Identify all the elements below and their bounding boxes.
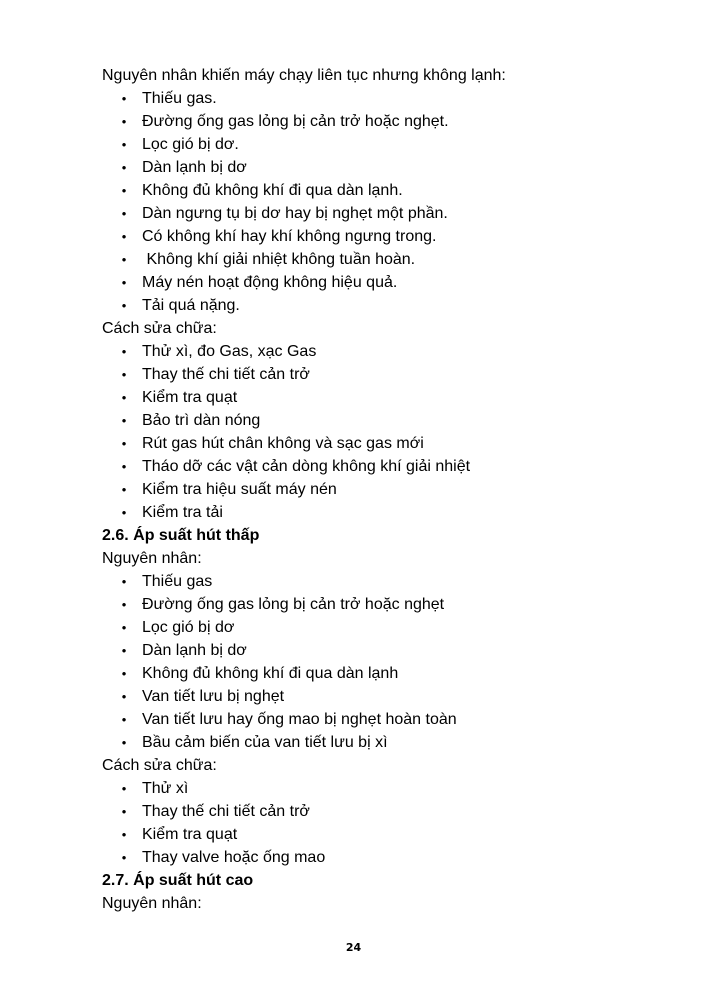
list-item-text: Kiểm tra quạt bbox=[142, 826, 238, 843]
bullet-icon: • bbox=[121, 505, 127, 520]
list-item-text: Lọc gió bị dơ. bbox=[142, 136, 239, 153]
list-item bbox=[102, 386, 662, 409]
list-item-text: Có không khí hay khí không ngưng trong. bbox=[142, 228, 437, 245]
list-item-text: Thay thế chi tiết cản trở bbox=[142, 803, 310, 820]
bullet-icon: • bbox=[121, 436, 127, 451]
list-item bbox=[102, 294, 662, 317]
bullet-icon: • bbox=[121, 781, 127, 796]
list-item bbox=[102, 570, 662, 593]
list-item bbox=[102, 639, 662, 662]
section-heading: 2.7. Áp suất hút cao bbox=[102, 872, 254, 889]
list-item bbox=[102, 432, 662, 455]
bullet-icon: • bbox=[121, 712, 127, 727]
list-item bbox=[102, 823, 662, 846]
bullet-icon: • bbox=[121, 666, 127, 681]
bullet-icon: • bbox=[121, 574, 127, 589]
list-item bbox=[102, 846, 662, 869]
list-item-text: Thay valve hoặc ống mao bbox=[142, 849, 326, 866]
list-item-text: Không khí giải nhiệt không tuần hoàn. bbox=[142, 251, 416, 268]
bullet-icon: • bbox=[121, 459, 127, 474]
list-item bbox=[102, 501, 662, 524]
bullet-icon: • bbox=[121, 482, 127, 497]
list-item-text: Đường ống gas lỏng bị cản trở hoặc nghẹt bbox=[142, 596, 445, 613]
list-item bbox=[102, 708, 662, 731]
list-item-text: Tải quá nặng. bbox=[142, 297, 240, 314]
bullet-list bbox=[102, 570, 662, 754]
list-item bbox=[102, 593, 662, 616]
list-item bbox=[102, 662, 662, 685]
list-item-text: Thử xì bbox=[142, 780, 189, 797]
list-item-text: Van tiết lưu hay ống mao bị nghẹt hoàn toàn bbox=[142, 711, 457, 728]
paragraph: Cách sửa chữa: bbox=[102, 320, 217, 337]
list-item bbox=[102, 179, 662, 202]
bullet-icon: • bbox=[121, 804, 127, 819]
bullet-icon: • bbox=[121, 91, 127, 106]
list-item-text: Không đủ không khí đi qua dàn lạnh. bbox=[142, 182, 403, 199]
list-item-text: Rút gas hút chân không và sạc gas mới bbox=[142, 435, 424, 452]
bullet-list bbox=[102, 340, 662, 524]
list-item bbox=[102, 363, 662, 386]
list-item-text: Thay thế chi tiết cản trở bbox=[142, 366, 310, 383]
bullet-icon: • bbox=[121, 275, 127, 290]
list-item-text: Van tiết lưu bị nghẹt bbox=[142, 688, 285, 705]
list-item bbox=[102, 731, 662, 754]
list-item-text: Kiểm tra quạt bbox=[142, 389, 238, 406]
bullet-icon: • bbox=[121, 160, 127, 175]
list-item bbox=[102, 87, 662, 110]
list-item-text: Đường ống gas lỏng bị cản trở hoặc nghẹt. bbox=[142, 113, 449, 130]
list-item bbox=[102, 340, 662, 363]
paragraph: Nguyên nhân khiến máy chạy liên tục nhưng không lạnh: bbox=[102, 67, 506, 84]
list-item bbox=[102, 777, 662, 800]
bullet-icon: • bbox=[121, 620, 127, 635]
bullet-icon: • bbox=[121, 229, 127, 244]
list-item bbox=[102, 156, 662, 179]
list-item-text: Thử xì, đo Gas, xạc Gas bbox=[142, 343, 317, 360]
list-item bbox=[102, 616, 662, 639]
list-item bbox=[102, 800, 662, 823]
section-heading: 2.6. Áp suất hút thấp bbox=[102, 527, 260, 544]
page-content bbox=[102, 64, 662, 915]
bullet-icon: • bbox=[121, 344, 127, 359]
list-item-text: Thiếu gas bbox=[142, 573, 213, 590]
list-item bbox=[102, 455, 662, 478]
list-item bbox=[102, 685, 662, 708]
bullet-icon: • bbox=[121, 827, 127, 842]
list-item bbox=[102, 110, 662, 133]
bullet-list bbox=[102, 777, 662, 869]
page-number: 24 bbox=[345, 941, 362, 954]
bullet-icon: • bbox=[121, 114, 127, 129]
list-item bbox=[102, 409, 662, 432]
bullet-icon: • bbox=[121, 850, 127, 865]
bullet-icon: • bbox=[121, 597, 127, 612]
list-item-text: Tháo dỡ các vật cản dòng không khí giải nhiệt bbox=[142, 458, 471, 475]
list-item bbox=[102, 202, 662, 225]
list-item-text: Thiếu gas. bbox=[142, 90, 217, 107]
bullet-icon: • bbox=[121, 367, 127, 382]
bullet-icon: • bbox=[121, 689, 127, 704]
bullet-icon: • bbox=[121, 206, 127, 221]
bullet-list bbox=[102, 87, 662, 317]
paragraph: Cách sửa chữa: bbox=[102, 757, 217, 774]
list-item-text: Dàn lạnh bị dơ bbox=[142, 642, 247, 659]
paragraph: Nguyên nhân: bbox=[102, 895, 202, 912]
list-item-text: Kiểm tra tải bbox=[142, 504, 223, 521]
list-item bbox=[102, 478, 662, 501]
bullet-icon: • bbox=[121, 390, 127, 405]
bullet-icon: • bbox=[121, 735, 127, 750]
list-item-text: Lọc gió bị dơ bbox=[142, 619, 235, 636]
paragraph: Nguyên nhân: bbox=[102, 550, 202, 567]
list-item bbox=[102, 248, 662, 271]
bullet-icon: • bbox=[121, 643, 127, 658]
bullet-icon: • bbox=[121, 298, 127, 313]
bullet-icon: • bbox=[121, 137, 127, 152]
list-item bbox=[102, 225, 662, 248]
list-item-text: Dàn ngưng tụ bị dơ hay bị nghẹt một phần. bbox=[142, 205, 448, 222]
list-item-text: Kiểm tra hiệu suất máy nén bbox=[142, 481, 337, 498]
list-item-text: Không đủ không khí đi qua dàn lạnh bbox=[142, 665, 399, 682]
list-item-text: Dàn lạnh bị dơ bbox=[142, 159, 247, 176]
list-item-text: Bảo trì dàn nóng bbox=[142, 412, 261, 429]
list-item bbox=[102, 271, 662, 294]
list-item-text: Máy nén hoạt động không hiệu quả. bbox=[142, 274, 398, 291]
bullet-icon: • bbox=[121, 183, 127, 198]
list-item bbox=[102, 133, 662, 156]
bullet-icon: • bbox=[121, 252, 127, 267]
bullet-icon: • bbox=[121, 413, 127, 428]
list-item-text: Bầu cảm biến của van tiết lưu bị xì bbox=[142, 734, 388, 751]
